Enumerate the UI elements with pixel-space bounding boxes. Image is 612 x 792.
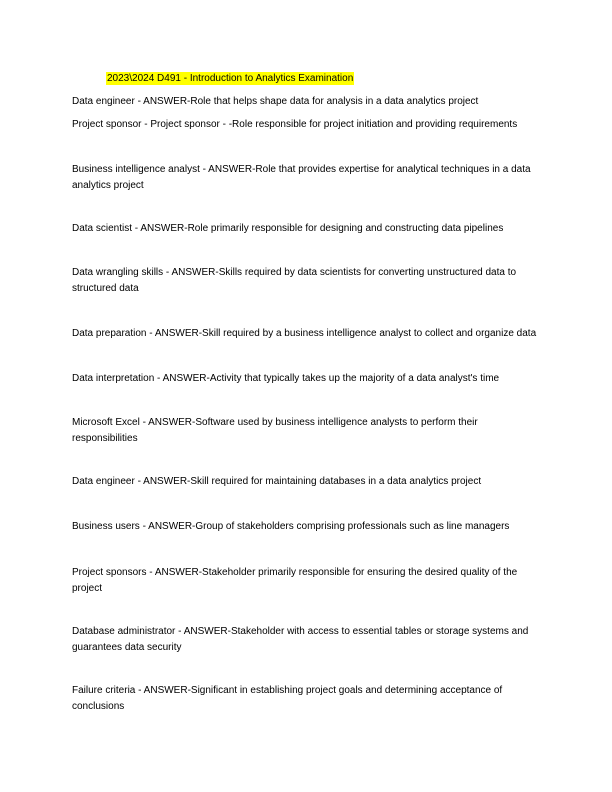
qa-entry: Project sponsor - Project sponsor - -Role responsible for project initiation and providing requirements [72,119,518,130]
qa-entry: Data preparation - ANSWER-Skill required by a business intelligence analyst to collect and organize data [72,328,537,339]
qa-entry: Data engineer - ANSWER-Role that helps shape data for analysis in a data analytics project [72,96,479,107]
qa-entry: Business intelligence analyst - ANSWER-Role that provides expertise for analytical techniques in a data analytics project [72,164,531,191]
qa-entry: Business users - ANSWER-Group of stakeholders comprising professionals such as line managers [72,521,510,532]
qa-entry: Failure criteria - ANSWER-Significant in establishing project goals and determining acceptance of conclusions [72,685,503,712]
qa-entry: Data engineer - ANSWER-Skill required for maintaining databases in a data analytics project [72,476,482,487]
qa-entry: Database administrator - ANSWER-Stakeholder with access to essential tables or storage systems and guarantees data security [72,626,529,653]
qa-entry: Microsoft Excel - ANSWER-Software used by business intelligence analysts to perform their responsibilities [72,417,478,444]
qa-entry: Data scientist - ANSWER-Role primarily responsible for designing and constructing data pipelines [72,223,504,234]
exam-title: 2023\2024 D491 - Introduction to Analytics Examination [107,73,354,84]
qa-entry: Data wrangling skills - ANSWER-Skills required by data scientists for converting unstructured data to structured data [72,267,517,294]
qa-entry: Data interpretation - ANSWER-Activity that typically takes up the majority of a data analyst's time [72,373,500,384]
qa-entry: Project sponsors - ANSWER-Stakeholder primarily responsible for ensuring the desired quality of the project [72,567,518,594]
